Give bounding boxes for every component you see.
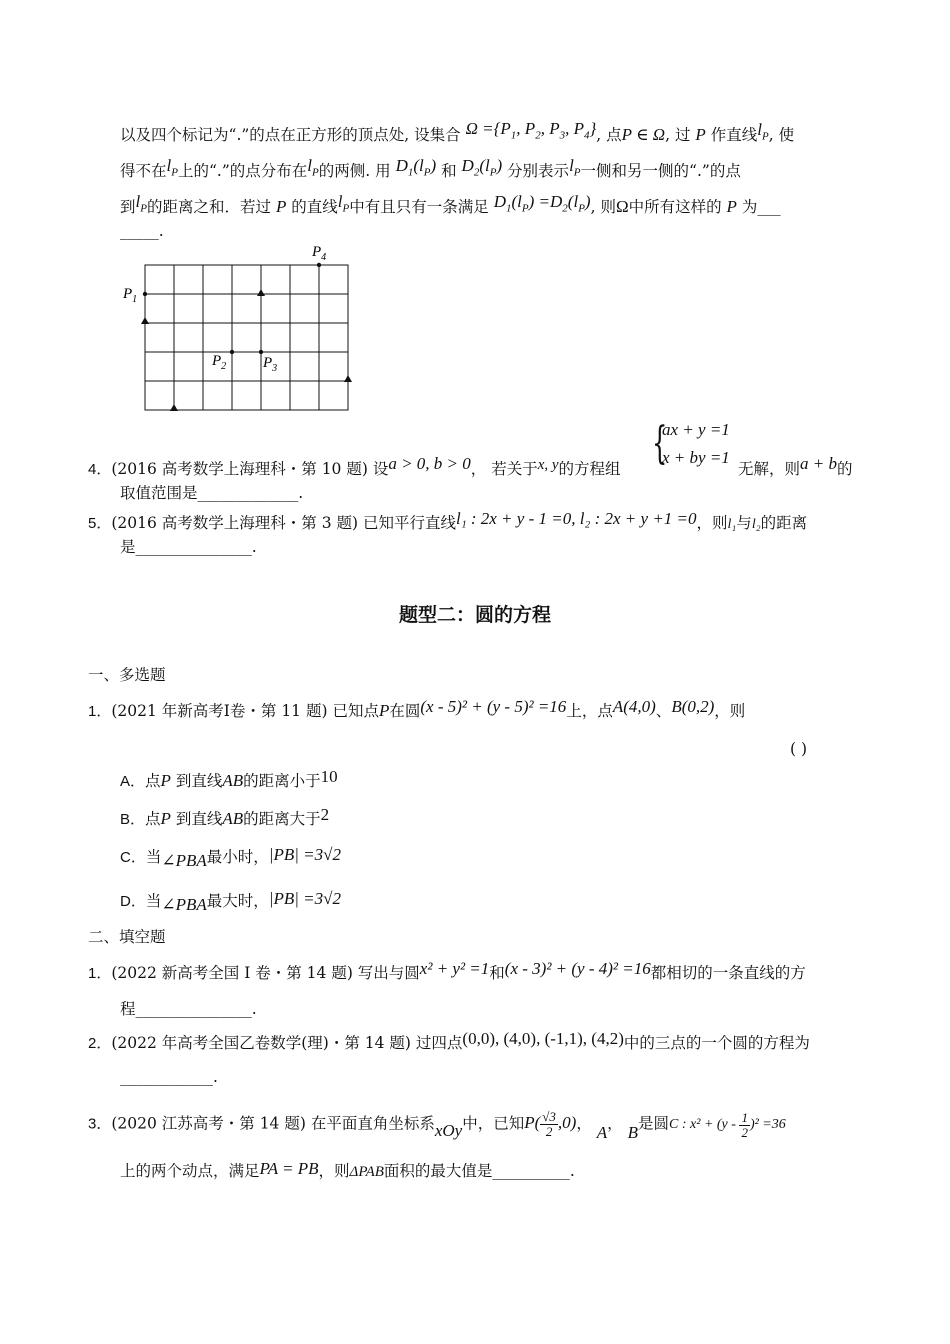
answer-paren: ( ) [790, 740, 808, 758]
triangle-pab: ΔPAB [349, 1164, 384, 1180]
text: 中的三点的一个圆的方程为 [623, 1034, 810, 1052]
text: 的 [837, 460, 853, 478]
text: 的方程组 [558, 460, 621, 478]
option-a: A．点P 到直线AB的距离小于10 [120, 767, 338, 790]
text: ， [576, 1114, 592, 1133]
point-p2 [230, 350, 234, 354]
q4-line-2: 取值范围是_____________. [120, 484, 304, 502]
text: (2022 新高考全国 I 卷・第 14 题) 写出与圆 [111, 964, 420, 982]
q-number: 2． [88, 1035, 112, 1052]
vars: x, y [537, 457, 559, 473]
text: ，则 [318, 1162, 350, 1180]
point-p: P( $\frac{√3}{2}$ ,0) [524, 1109, 577, 1139]
circle-1: x² + y² =1 [419, 959, 490, 978]
intro-line-3: 到$l_P$的距离之和．若过 P 的直线$l_P$中有且只有一条满足 $D_1(l_P) =D_2(l_P)$, 则Ω中所有这样的 P 为___ [120, 192, 781, 216]
part1-heading: 一、多选题 [88, 666, 166, 684]
equation-system: { ax + y =1 x + by =1 [652, 418, 730, 469]
text: 在圆 [389, 702, 421, 720]
text: ”的点分布在 [221, 162, 308, 180]
grid-lines [145, 265, 348, 410]
text: 作直线 [710, 126, 758, 144]
var-lp: $l_P$ [166, 156, 178, 179]
text: 都相切的一条直线的方 [650, 964, 806, 982]
text: , 则 [590, 198, 616, 216]
section-title: 题型二：圆的方程 [398, 604, 551, 626]
intro-line-4: _____. [120, 222, 164, 240]
label-p4: $P_4$ [312, 244, 327, 263]
option-c: C．当∠PBA最小时，|PB| =3√2 [120, 845, 341, 870]
var-lp: $l_P$ [337, 192, 350, 215]
part2-q1-line-1 [88, 959, 806, 985]
part2-q1-line-2: 程_______________. [120, 1000, 257, 1018]
point-p1 [143, 292, 147, 296]
l1: l₁ [727, 517, 737, 532]
text: 得不在 [120, 162, 167, 180]
fraction: $\frac{1}{2}$ [741, 1109, 748, 1140]
dot-symbol: . [696, 162, 702, 180]
q-number: 1． [88, 965, 112, 982]
intro-line-1 [120, 119, 795, 152]
text: 的直线 [291, 198, 338, 216]
text: (2022 年高考全国乙卷数学(理)・第 14 题) 过四点 [111, 1034, 463, 1052]
circle-2: (x - 3)² + (y - 4)² =16 [504, 959, 651, 978]
d1-eq-d2: $D_1(l_P) =D_2(l_P)$ [493, 192, 591, 215]
point-b: B(0,2) [671, 697, 715, 716]
triangle-marker [344, 375, 352, 382]
expr: a + b [800, 454, 837, 473]
var-p: P [726, 197, 737, 216]
part2-q2-line-1 [88, 1029, 810, 1055]
text: 无解，则 [738, 460, 801, 478]
eq1: ax + y =1 [662, 420, 730, 439]
text: 是圆 [638, 1114, 670, 1133]
part2-q3-line-1: 3．(2020 江苏高考・第 14 题) 在平面直角坐标系xOy中，已知P( $\frac{√3}{2}$ ,0)， A， B是圆C : x² + (y - $\frac{1}{2}$ )² =36 [88, 1109, 786, 1143]
text: , 过 [665, 126, 691, 144]
eq2: x + by =1 [662, 448, 730, 467]
text: 、 [655, 702, 672, 720]
q4-line-1 [88, 454, 621, 481]
option-b: B．点P 到直线AB的距离大于2 [120, 805, 330, 828]
set-omega: $\Omega =\{P_1$, $P_2$, $P_3$, $P_4$} [465, 119, 597, 142]
text: 的两侧. 用 [318, 162, 391, 180]
text: (2016 高考数学上海理科・第 10 题) 设 [111, 460, 389, 478]
triangle-marker [141, 317, 149, 324]
text: 与 [736, 514, 752, 532]
cond: a > 0, b > 0 [388, 454, 471, 473]
l2: l₂ [751, 517, 761, 532]
text: 中，已知 [462, 1114, 525, 1133]
text: 和 [489, 964, 505, 982]
dot-symbol: . [216, 162, 222, 180]
part1-q1 [88, 697, 746, 723]
q-number: 1． [88, 703, 112, 720]
var-p: P [275, 197, 287, 216]
q5-line-1 [88, 509, 808, 536]
q5-line-2: 是_______________. [120, 538, 257, 556]
text: 和 [441, 162, 457, 180]
q-number: 4． [88, 461, 112, 478]
text: (2021 年新高考Ⅰ卷・第 11 题) 已知点 [111, 702, 379, 720]
circle-eq: (x - 5)² + (y - 5)² =16 [420, 697, 567, 716]
text: 以及四个标记为“ [120, 126, 237, 144]
text: 分别表示 [507, 162, 570, 180]
d1-lp: $D_1(l_P)$ [395, 156, 437, 179]
text: 到 [120, 198, 136, 216]
text: 面积的最大值是__________. [383, 1162, 575, 1180]
p-in-omega: P ∈ Ω [621, 125, 666, 144]
text: 上，点 [566, 702, 613, 720]
point-a: A(4,0) [612, 697, 656, 716]
text: 上的“ [177, 162, 217, 180]
label-p1: $P_1$ [123, 286, 138, 305]
text: 为 [741, 198, 758, 216]
text: 的距离 [760, 514, 808, 532]
text: 上的两个动点，满足 [120, 1162, 260, 1180]
text: (2016 高考数学上海理科・第 3 题) 已知平行直线 [111, 514, 456, 532]
cond: PA = PB [259, 1159, 319, 1178]
text: ，则 [696, 514, 728, 532]
text: ， 若关于 [470, 460, 538, 478]
q-number: 5． [88, 515, 112, 532]
text: (2020 江苏高考・第 14 题) 在平面直角坐标系 [111, 1114, 435, 1133]
triangle-marker [257, 289, 265, 296]
grid-figure [115, 240, 365, 415]
label-p3: $P_3$ [263, 355, 278, 374]
circle-c: C : x² + (y - $\frac{1}{2}$ )² =36 [669, 1109, 786, 1140]
lines-eq: l₁ : 2x + y - 1 =0, l₂ : 2x + y +1 =0 [455, 509, 697, 528]
point-p4 [317, 263, 321, 267]
text: ”的点 [701, 162, 741, 180]
xoy: xOy [434, 1121, 463, 1141]
text: , 使 [768, 126, 795, 144]
part2-heading: 二、填空题 [88, 928, 166, 946]
dot-symbol: . [236, 126, 242, 144]
text: 一侧和另一侧的“ [580, 162, 697, 180]
text: 中有且只有一条满足 [349, 198, 489, 216]
q-number: 3． [88, 1115, 112, 1133]
d2-lp: $D_2(l_P)$ [461, 156, 503, 179]
var-lp: $l_P$ [135, 192, 147, 215]
text: 中所有这样的 [628, 198, 722, 216]
text: , 点 [596, 126, 622, 144]
part2-q2-line-2: ____________. [120, 1068, 218, 1086]
triangle-marker [170, 404, 178, 411]
var-p: P [695, 125, 706, 144]
label-p2: $P_2$ [212, 353, 227, 372]
text: ”的点在正方形的顶点处, 设集合 [241, 126, 461, 144]
var-lp: $l_P$ [307, 156, 319, 179]
text: ，则 [714, 702, 746, 720]
var-lp: $l_P$ [757, 120, 769, 143]
var-lp: $l_P$ [569, 156, 581, 179]
intro-line-2 [120, 156, 741, 188]
fraction: $\frac{√3}{2}$ [542, 1109, 556, 1139]
points: (0,0), (4,0), (-1,1), (4,2) [462, 1029, 624, 1048]
var-b: B [627, 1123, 639, 1143]
omega: Ω [615, 197, 629, 216]
var-p: P [378, 701, 390, 720]
part2-q3-line-2 [120, 1160, 575, 1183]
q4-line-1-tail [738, 454, 853, 480]
option-d: D．当∠PBA最大时，|PB| =3√2 [120, 889, 341, 914]
point-p3 [259, 350, 263, 354]
var-a: A [596, 1123, 608, 1143]
text: 的距离之和．若过 [146, 198, 271, 216]
